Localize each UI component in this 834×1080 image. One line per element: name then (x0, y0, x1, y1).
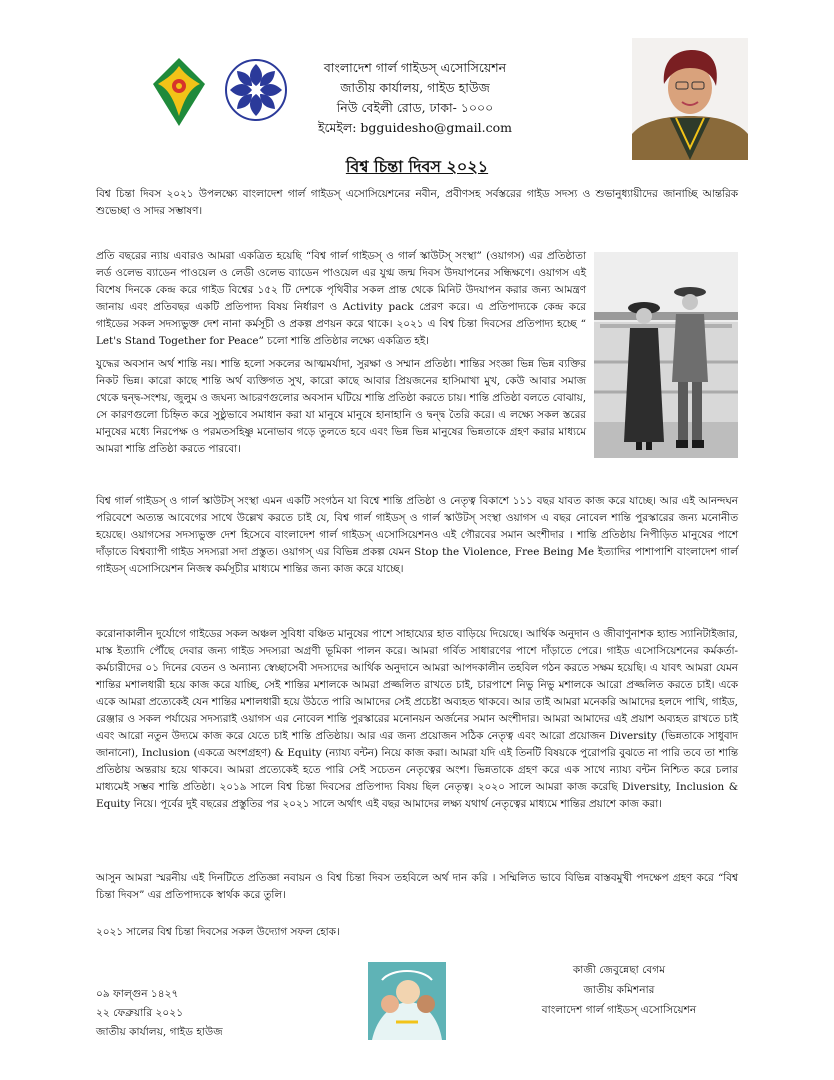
world-thinking-day-badge-image (368, 962, 446, 1040)
signatory-organization: বাংলাদেশ গার্ল গাইডস্ এসোসিয়েশন (541, 1004, 697, 1016)
org-name: বাংলাদেশ গার্ল গাইডস্ এসোসিয়েশন (323, 60, 507, 75)
signature-block (508, 960, 730, 1020)
covid-response-paragraph: করোনাকালীন দুর্যোগে গাইডের সকল অঞ্চল সুবিধা বঞ্চিত মানুষের পাশে সাহায্যের হাত বাড়িয়ে দিয়েছে। আর্থিক অনুদান ও জীবাণুনাশক হ্যান্ড স্যানিটাইজার, মাস্ক ইত্যাদি পৌঁছে দেবার জন্য গাইড সদস্যরা অগ্রণী ভূমিকা পালন করে। আমরা গর্বিত সাধারণের পাশে দাঁড়াতে পেরে। গাইড এসোসিয়েশনের কর্মকর্তা-কর্মচারীদের ০১ দিনের বেতন ও অন্যান্য স্বেচ্ছাসেবী সদস্যদের আর্থিক অনুদানে আমরা আপদকালীন তহবিল গঠন করতে সক্ষম হয়েছি। এ যাবৎ আমরা যেমন শান্তির মশালধারী হয়ে কাজ করে যাচ্ছি, সেই শান্তির মশালকে আমরা প্রজ্জলিত রাখতে চাই, চারপাশে নিভু নিভু মশালকে আরো প্রজ্জলিত করতে চাই। একে একে আমরা প্রত্যেকেই যেন শান্তির মশালধারী হয়ে উঠতে পারি আমাদের সেই প্রচেষ্টা অব্যহত থাকবে। আর তাই আমরা মনেকরি আমাদের হলদে পাখি, গাইড, রেঞ্জার ও সকল পর্যায়ের সদস্যরাই ওয়াগস এর নোবেল শান্তি পুরস্কারের মনোনয়ন অর্জনের সমান অংশীদার। আমরা আমাদের এই প্রয়াশ অব্যহত রাখতে চাই এবং আরো নতুন উদ্যমে কাজ করে যেতে চাই শান্তি প্রতিষ্ঠায়। আর এর জন্য প্রয়োজন সঠিক নেতৃত্ব এবং আরো প্রয়োজন Diversity (ভিন্নতাকে সাধুবাদ জানানো), Inclusion (একত্রে অংশগ্রহণ) & Equity (ন্যায্য বন্টন) নিয়ে কাজ করা। আমরা যদি এই তিনটি বিষয়কে পুরোপরি বুঝতে না পারি তবে তা শান্তি প্রতিষ্ঠায় অন্তরায় হয়ে থাকবে। আমরা প্রত্যেকেই হতে পারি সেই সচেতন নেতৃত্বের অংশ। ভিন্নতাকে গ্রহণ করে এক সাথে ন্যায্য বন্টন নিশ্চিত করে চলার মাধ্যমেই সম্ভব শান্তি প্রতিষ্ঠা। ২০১৯ সালে বিশ্ব চিন্তা দিবসের প্রতিপাদ্য বিষয় ছিল নেতৃত্ব। ২০২০ সালে আমরা কাজ করেছি Diversity, Inclusion & Equity নিয়ে। পূর্বের দুই বছরের প্রস্তুতির পর ২০২১ সালে অর্থাৎ এই বছর আমাদের লক্ষ্য যথার্থ নেতৃত্বের মাধ্যমে শান্তির প্রয়াশে কাজ করা। (96, 628, 738, 810)
call-to-action-paragraph: আসুন আমরা স্মরনীয় এই দিনটিতে প্রতিজ্ঞা নবায়ন ও বিশ্ব চিন্তা দিবস তহবিলে অর্থ দান করি । সম্মিলিত ভাবে বিভিন্ন বাস্তবমুখী পদক্ষেপ গ্রহণ করে “বিশ্ব চিন্তা দিবস” এর প্রতিপাদ্যকে স্বার্থক করে তুলি। (96, 872, 738, 901)
signatory-title: জাতীয় কমিশনার (583, 984, 655, 996)
peace-definition-paragraph: যুদ্ধের অবসান অর্থ শান্তি নয়। শান্তি হলো সকলের আত্মমর্যাদা, সুরক্ষা ও সম্মান প্রতিষ্ঠা। শান্তির সংজ্ঞা ভিন্ন ভিন্ন ব্যক্তির নিকট ভিন্ন। কারো কাছে শান্তি অর্থ ব্যক্তিগত সুখ, কারো কাছে আবার প্রিয়জনের হাসিমাখা মুখ, কেউ আবার সমাজ থেকে দ্বন্দ্ব-সংশয়, জুলুম ও জঘন্য আচরণগুলোর অবসান ঘটিয়ে শান্তি প্রতিষ্ঠা করতে চায়। শান্তি প্রতিষ্ঠা বলতে বোঝায়, সে কারণগুলো চিহ্নিত করে সুষ্ঠুভাবে সমাধান করা যা মানুষে মানুষে হানাহানি ও দ্বন্দ্ব তৈরি করে। এ লক্ষ্যে সকল স্তরের মানুষের মধ্যে নিরপেক্ষ ও পরমতসহিষ্ণু মনোভাব গড়ে তুলতে হবে এবং ভিন্ন ভিন্ন মানুষের ভিন্নতাকে গ্রহণ করার মাধ্যমে আমরা শান্তি প্রতিষ্ঠা করতে পারবো। (96, 358, 586, 455)
wagggs-nobel-paragraph: বিশ্ব গার্ল গাইডস্ ও গার্ল স্কাউটস্ সংস্থা এমন একটি সংগঠন যা বিশ্বে শান্তি প্রতিষ্ঠা ও নেতৃত্ব বিকাশে ১১১ বছর যাবত কাজ করে যাচ্ছে। আর এই আনন্দঘন পরিবেশে অত্যন্ত আবেগের সাথে উল্লেখ করতে চাই যে, বিশ্ব গার্ল গাইডস্ ও গার্ল স্কাউটস্ সংস্থা ওয়াগস এ বছর নোবেল শান্তি পুরস্কারের জন্য মনোনীত হয়েছে। ওয়াগসের সদস্যভুক্ত দেশ হিসেবে বাংলাদেশ গার্ল গাইডস্ এসোসিয়েশনও এই গৌরবের সমান অংশীদার । শান্তি প্রতিষ্ঠায় নিপীড়িত মানুষের পাশে দাঁড়াতে বিশ্বব্যাপী গাইড সদস্যরা সদা প্রস্তুত। ওয়াগস্ এর বিভিন্ন প্রকল্প যেমন Stop the Violence, Free Being Me ইত্যাদির পাশাপাশি বাংলাদেশ গার্ল গাইডস্ এসোসিয়েশন নিজস্ব কর্মসূচীর মাধ্যমে শান্তির জন্য কাজ করে যাচ্ছে। (96, 495, 738, 575)
gregorian-date: ২২ ফেব্রুয়ারি ২০২১ (96, 1007, 184, 1019)
signatory-name: কাজী জেবুন্নেছা বেগম (572, 964, 666, 976)
org-office: জাতীয় কার্যালয়, গাইড হাউজ (340, 80, 490, 95)
greeting-paragraph: বিশ্ব চিন্তা দিবস ২০২১ উপলক্ষ্যে বাংলাদেশ গার্ল গাইডস্ এসোসিয়েশনের নবীন, প্রবীণসহ সর্বস্তরের গাইড সদস্য ও শুভানুধ্যায়ীদের জানাচ্ছি আন্তরিক শুভেচ্ছা ও সাদর সম্ভাষণ। (96, 188, 738, 217)
founders-historic-photo (594, 252, 738, 458)
bangladesh-girl-guides-logo (150, 56, 208, 128)
bengali-date: ০৯ ফাল্গুন ১৪২৭ (96, 988, 179, 1000)
theme-paragraph: প্রতি বছরের ন্যায় এবারও আমরা একত্রিত হয়েছি “বিশ্ব গার্ল গাইডস্ ও গার্ল স্কাউটস্ সংস্থা” (ওয়াগস) এর প্রতিষ্ঠাতা লর্ড ওলেভ ব্যাডেন পাওয়েল ও লেডী ওলেভ ব্যাডেন পাওয়েল এর যুগ্ম জন্ম দিবস উদযাপনের সন্ধিক্ষণে। ওয়াগস এই বিশেষ দিনকে কেন্দ্র করে গাইড বিশ্বের ১৫২ টি দেশকে পৃথিবীর সকল প্রান্ত থেকে মিনিট উদযাপন করার জন্য আমন্ত্রণ জানায় এবং প্রতিবছর একটি প্রতিপাদ্য বিষয় নির্ধারণ ও Activity pack প্রেরণ করে। এ প্রতিপাদ্যকে কেন্দ্র করে গাইডের সকল সদস্যভুক্ত দেশ নানা কর্মসূচী ও প্রকল্প প্রণয়ন করে থাকে। ২০২১ এ বিশ্ব চিন্তা দিবসের প্রতিপাদ্য হচ্ছে “ Let's Stand Together for Peace” চলো শান্তি প্রতিষ্ঠার লক্ষ্যে একত্রিত হই। (96, 250, 586, 347)
org-email: ইমেইল: bgguidesho@gmail.com (317, 120, 513, 135)
commissioner-portrait-photo (632, 38, 748, 160)
wagggs-trefoil-logo (224, 58, 288, 122)
page-title: বিশ্ব চিন্তা দিবস ২০২১ (345, 157, 489, 176)
org-address: নিউ বেইলী রোড, ঢাকা- ১০০০ (336, 100, 494, 115)
date-place-block (96, 985, 223, 1042)
closing-wish-paragraph: ২০২১ সালের বিশ্ব চিন্তা দিবসের সকল উদ্যোগ সফল হোক। (96, 926, 340, 938)
organization-header (295, 58, 535, 138)
place: জাতীয় কার্যালয়, গাইড হাউজ (96, 1026, 223, 1038)
